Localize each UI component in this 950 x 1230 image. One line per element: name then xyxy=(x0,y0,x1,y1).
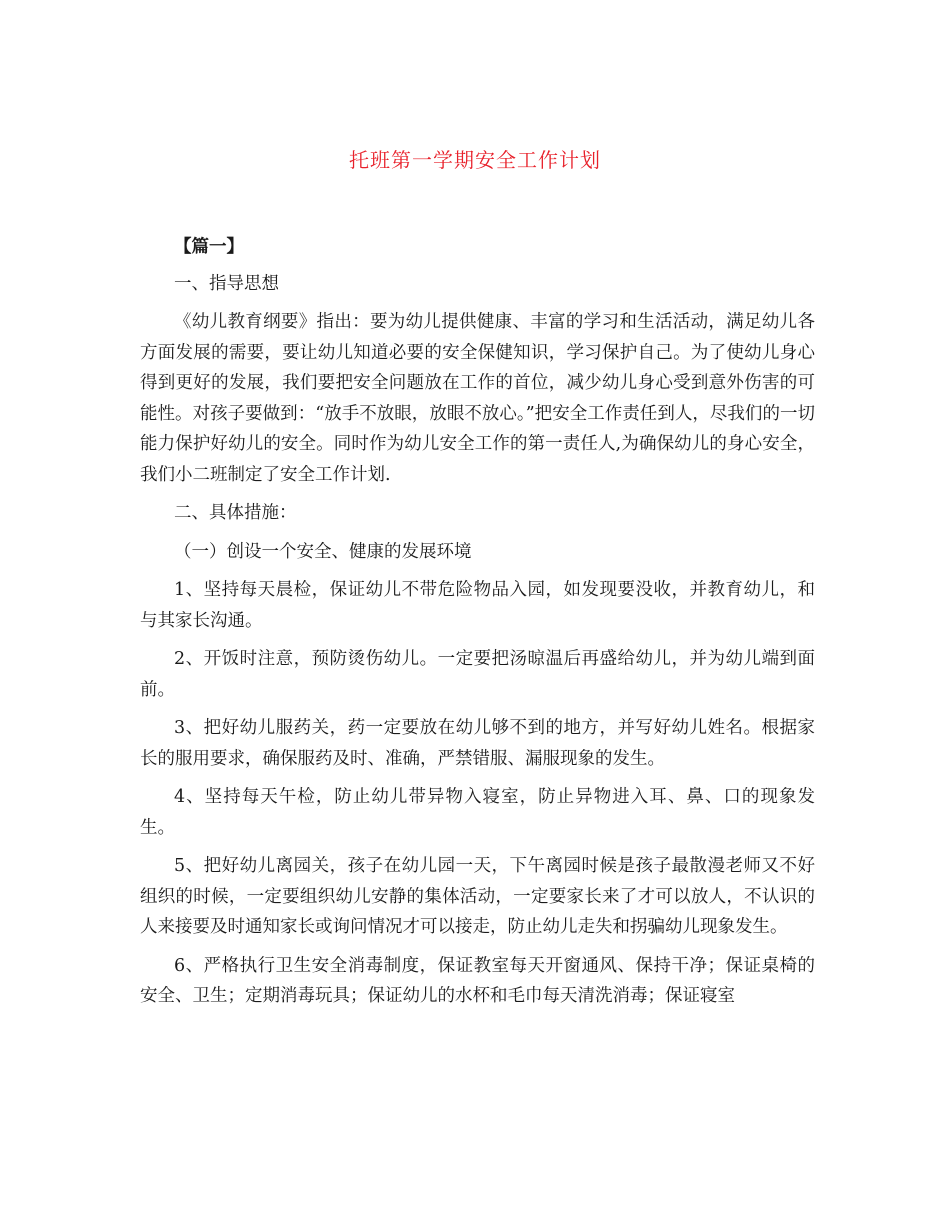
heading-guiding-thought: 一、指导思想 xyxy=(174,273,279,294)
list-item: 3、把好幼儿服药关，药一定要放在幼儿够不到的地方，并写好幼儿姓名。根据家长的服用要求，确保服药及时、准确，严禁错服、漏服现象的发生。 xyxy=(140,718,815,769)
document-body xyxy=(140,232,815,1012)
list-item: 5、把好幼儿离园关，孩子在幼儿园一天，下午离园时候是孩子最散漫老师又不好组织的时候，一定要组织幼儿安静的集体活动，一定要家长来了才可以放人，不认识的人来接要及时通知家长或询问情况才可以接走，防止幼儿走失和拐骗幼儿现象发生。 xyxy=(140,856,815,937)
subheading-environment: （一）创设一个安全、健康的发展环境 xyxy=(174,541,472,562)
section-tag: 【篇一】 xyxy=(174,237,244,257)
list-item: 1、坚持每天晨检，保证幼儿不带危险物品入园，如发现要没收，并教育幼儿，和与其家长沟通。 xyxy=(140,580,815,631)
list-item: 6、严格执行卫生安全消毒制度，保证教室每天开窗通风、保持干净；保证桌椅的安全、卫生；定期消毒玩具；保证幼儿的水杯和毛巾每天清洗消毒；保证寝室 xyxy=(140,955,815,1006)
paragraph-intro: 《幼儿教育纲要》指出：要为幼儿提供健康、丰富的学习和生活活动，满足幼儿各方面发展的需要，要让幼儿知道必要的安全保健知识，学习保护自己。为了使幼儿身心得到更好的发展，我们要把安全问题放在工作的首位，减少幼儿身心受到意外伤害的可能性。对孩子要做到：“放手不放眼，放眼不放心。”把安全工作责任到人，尽我们的一切能力保护好幼儿的安全。同时作为幼儿安全工作的第一责任人,为确保幼儿的身心安全，我们小二班制定了安全工作计划. xyxy=(140,312,815,485)
document-title: 托班第一学期安全工作计划 xyxy=(349,148,601,172)
list-item: 2、开饭时注意，预防烫伤幼儿。一定要把汤晾温后再盛给幼儿，并为幼儿端到面前。 xyxy=(140,649,815,700)
list-item: 4、坚持每天午检，防止幼儿带异物入寝室，防止异物进入耳、鼻、口的现象发生。 xyxy=(140,787,815,838)
heading-measures: 二、具体措施： xyxy=(174,503,297,523)
